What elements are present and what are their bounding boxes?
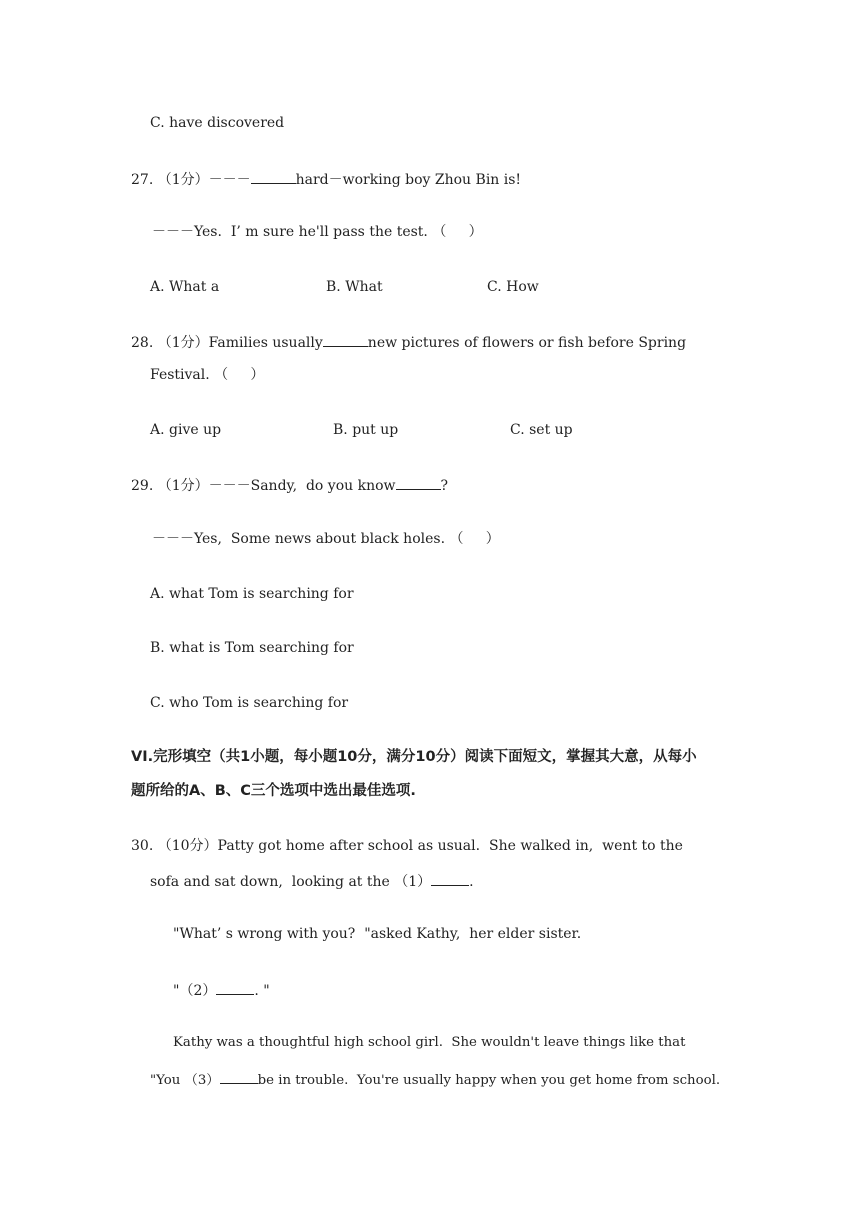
- q28-stem-line2: Festival. （ ）: [150, 367, 265, 383]
- q27-option-b: B. What: [326, 279, 383, 295]
- q29-blank: [396, 475, 441, 490]
- q30-line2-part2: .: [469, 874, 474, 890]
- q27-reply: －－－Yes. I’ m sure he'll pass the test. （ ）: [152, 224, 483, 240]
- q27-stem-part2: hard－working boy Zhou Bin is!: [295, 172, 522, 188]
- q30-blank-2: [216, 980, 254, 995]
- q30-line4-part2: . ": [254, 983, 270, 999]
- q27-option-a: A. What a: [150, 279, 220, 295]
- q30-blank-1: [431, 871, 469, 886]
- q30-paragraph-line6: [150, 1069, 720, 1090]
- q28-stem-part1: 28. （1分）Families usually: [131, 335, 323, 351]
- q29-option-b: B. what is Tom searching for: [150, 640, 354, 656]
- q28-option-c: C. set up: [510, 422, 573, 438]
- q28-stem: [131, 332, 686, 352]
- q27-option-c: C. How: [487, 279, 539, 295]
- q29-stem: [131, 475, 448, 495]
- q29-option-c: C. who Tom is searching for: [150, 695, 349, 711]
- q27-stem-part1: 27. （1分）－－－: [131, 172, 251, 188]
- q26-option-c: C. have discovered: [150, 115, 285, 131]
- q30-line6-part1: "You （3）: [150, 1073, 220, 1088]
- q29-stem-part1: 29. （1分）－－－Sandy, do you know: [131, 478, 396, 494]
- q30-line6-part2: be in trouble. You're usually happy when you get home from school.: [257, 1073, 721, 1088]
- q30-paragraph-line5: Kathy was a thoughtful high school girl. She wouldn't leave things like that: [173, 1035, 686, 1050]
- q28-blank: [323, 332, 368, 347]
- q27-stem: [131, 169, 521, 189]
- q28-option-a: A. give up: [150, 422, 222, 438]
- q29-reply: －－－Yes, Some news about black holes. （ ）: [152, 531, 500, 547]
- q30-paragraph-line3: "What’ s wrong with you? "asked Kathy, her elder sister.: [173, 926, 582, 942]
- q30-line2-part1: sofa and sat down, looking at the （1）: [150, 874, 432, 890]
- q29-option-a: A. what Tom is searching for: [150, 586, 354, 602]
- q29-stem-part2: ?: [440, 478, 449, 494]
- q30-blank-3: [220, 1069, 258, 1084]
- q28-option-b: B. put up: [333, 422, 399, 438]
- q30-line4-part1: "（2）: [173, 983, 217, 999]
- section-6-heading-line2: 题所给的A、B、C三个选项中选出最佳选项.: [131, 783, 416, 799]
- q30-paragraph-line2: [150, 871, 474, 891]
- section-6-heading-line1: VI.完形填空（共1小题，每小题10分，满分10分）阅读下面短文，掌握其大意，从每小: [131, 749, 697, 765]
- q28-stem-part2: new pictures of flowers or fish before Spring: [367, 335, 687, 351]
- q30-paragraph-line1: 30. （10分）Patty got home after school as usual. She walked in, went to the: [131, 838, 683, 854]
- q30-paragraph-line4: [173, 980, 270, 1000]
- q27-blank: [251, 169, 296, 184]
